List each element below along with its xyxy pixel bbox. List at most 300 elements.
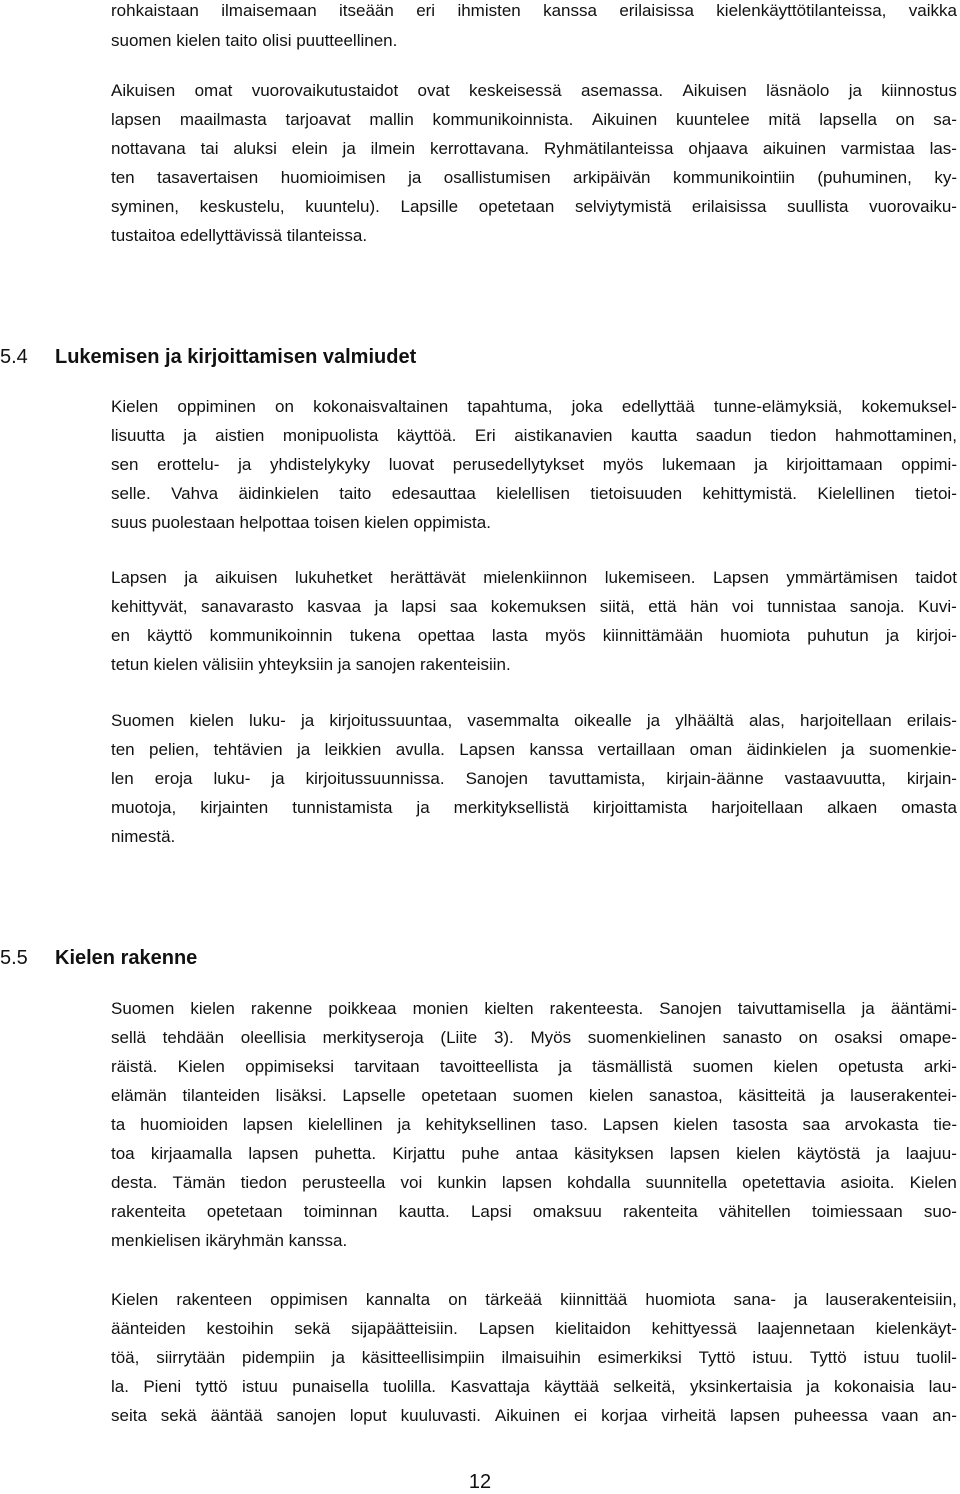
word: puhutun	[807, 626, 869, 645]
word: mallin	[369, 110, 414, 129]
word: syminen,	[111, 197, 180, 216]
word: toa	[111, 1144, 135, 1163]
word: lasta	[491, 626, 528, 645]
text-line	[111, 1172, 957, 1194]
word: myös	[602, 455, 644, 474]
word: sanoja.	[849, 597, 905, 616]
word: vasemmalta	[467, 711, 559, 730]
text-line	[111, 167, 957, 189]
text-line	[111, 625, 957, 647]
word: äänteiden	[111, 1319, 186, 1338]
word: suo-	[923, 1202, 957, 1221]
word: vähitellen	[718, 1202, 791, 1221]
word: tunnistamista	[292, 798, 393, 817]
word: täsmällistä	[592, 1057, 673, 1076]
word: rakenteen	[176, 1290, 253, 1309]
word: kirjoitussuuntaa,	[329, 711, 453, 730]
word: aistikanavien	[514, 426, 613, 445]
word: oppiminen	[177, 397, 256, 416]
text-line	[111, 396, 957, 418]
word: tukena	[349, 626, 401, 645]
word: kirjaamalla	[150, 1144, 233, 1163]
word: puhe	[461, 1144, 500, 1163]
text-line	[111, 1114, 957, 1136]
word: kunkin	[437, 1173, 487, 1192]
word: (puhuminen,	[817, 168, 912, 187]
word: Sanojen	[465, 769, 528, 788]
word: istuu.	[752, 1348, 793, 1367]
word: sana-	[733, 1290, 776, 1309]
word: kanssa	[543, 1, 597, 20]
text-line	[111, 768, 957, 790]
word: kokemuksel-	[861, 397, 957, 416]
text-line	[111, 596, 957, 618]
word: arki-	[923, 1057, 957, 1076]
word: avulla.	[395, 740, 445, 759]
word: tiedon	[770, 426, 817, 445]
word: lukemiseen.	[604, 568, 696, 587]
word: istuu	[863, 1348, 900, 1367]
word: kommunikointiin	[672, 168, 795, 187]
word: Lapsen	[459, 740, 516, 759]
word: omat	[194, 81, 233, 100]
word: kommunikoinnista.	[432, 110, 574, 129]
word: oikealle	[574, 711, 632, 730]
word: ja	[794, 1290, 808, 1309]
word: Eri	[474, 426, 496, 445]
word: Kirjattu	[392, 1144, 446, 1163]
word: tietoisuuden	[590, 484, 683, 503]
word: töä,	[111, 1348, 140, 1367]
word: läsnäolo	[766, 81, 830, 100]
word: tarjoavat	[285, 110, 351, 129]
word: ja	[271, 769, 285, 788]
word: kirjain-	[906, 769, 957, 788]
word: ohjaava	[688, 139, 748, 158]
word: kerrottavana.	[429, 139, 530, 158]
word: sanastoa,	[648, 1086, 723, 1105]
word: Aikuinen	[592, 110, 658, 129]
text-line: tustaitoa edellyttävissä tilanteissa.	[111, 226, 368, 245]
word: erottelu-	[157, 455, 220, 474]
word: kielten	[484, 999, 534, 1018]
word: vuorovaikutustaidot	[251, 81, 399, 100]
word: lapsen	[242, 1115, 293, 1134]
word: taivuttamisella	[737, 999, 846, 1018]
word: kokemuksen	[490, 597, 587, 616]
word: poikkeaa	[328, 999, 397, 1018]
word: Tyttö	[698, 1348, 736, 1367]
word: selkeitä,	[613, 1377, 676, 1396]
word: sa-	[933, 110, 957, 129]
word: toimiessaan	[811, 1202, 903, 1221]
word: oppimi-	[901, 455, 957, 474]
word: suomen	[512, 1086, 574, 1105]
word: Lapsen	[602, 1115, 659, 1134]
text-line: tetun kielen välisiin yhteyksiin ja sanojen rakenteisiin.	[111, 655, 511, 674]
word: saadun	[695, 426, 752, 445]
word: kannalta	[365, 1290, 431, 1309]
word: myös	[544, 626, 586, 645]
word: ei	[573, 1406, 588, 1425]
word: opettaa	[417, 626, 475, 645]
word: saa	[802, 1115, 830, 1134]
word: istuu	[241, 1377, 278, 1396]
word: muotoja,	[111, 798, 177, 817]
word: rakenteita	[111, 1202, 186, 1221]
word: tapahtuma,	[467, 397, 553, 416]
word: selle.	[111, 484, 151, 503]
word: desta.	[111, 1173, 158, 1192]
word: sanojen	[276, 1406, 337, 1425]
word: tuolil-	[916, 1348, 957, 1367]
word: keskeisessä	[469, 81, 562, 100]
word: suullista	[787, 197, 849, 216]
word: kirjoitussuunnissa.	[305, 769, 445, 788]
word: lapsella	[819, 110, 877, 129]
word: kirjain-äänne	[666, 769, 764, 788]
word: Sanojen	[659, 999, 722, 1018]
word: ihmisten	[457, 1, 521, 20]
word: ja	[183, 426, 197, 445]
word: kielen	[773, 1057, 818, 1076]
word: sekä	[160, 1406, 197, 1425]
word: kuuntelu).	[305, 197, 380, 216]
word: oman	[689, 740, 733, 759]
word: herättävät	[390, 568, 466, 587]
word: ja	[300, 711, 315, 730]
word: maailmasta	[179, 110, 267, 129]
word: opetusta	[838, 1057, 904, 1076]
word: Kielen	[177, 1057, 225, 1076]
word: perusedellytykset	[452, 455, 585, 474]
word: suomenkielinen	[587, 1028, 706, 1047]
word: arkipäivän	[573, 168, 651, 187]
word: hän	[690, 597, 719, 616]
text-line: nimestä.	[111, 827, 176, 846]
section-number: 5.4	[0, 346, 28, 368]
word: tavuttamista,	[548, 769, 646, 788]
word: itseään	[339, 1, 394, 20]
word: merkityksellistä	[453, 798, 569, 817]
word: tunne-elämyksiä,	[713, 397, 843, 416]
word: kiinnostus	[881, 81, 957, 100]
word: varmistaa	[841, 139, 915, 158]
word: on	[448, 1290, 468, 1309]
word: tehtävien	[213, 740, 283, 759]
word: eroja	[154, 769, 193, 788]
word: toiminnan	[303, 1202, 378, 1221]
word: ilmein	[370, 139, 416, 158]
text-line	[111, 710, 957, 732]
word: aikuisen	[215, 568, 278, 587]
word: keskustelu,	[199, 197, 285, 216]
word: kuuluvasti.	[400, 1406, 481, 1425]
word: Aikuinen	[494, 1406, 561, 1425]
word: kielenkäyttötilanteissa,	[716, 1, 887, 20]
word: ymmärtämisen	[786, 568, 898, 587]
text-line: menkielisen ikäryhmän kanssa.	[111, 1231, 348, 1250]
word: kautta.	[398, 1202, 450, 1221]
word: len	[111, 769, 134, 788]
text-line	[111, 483, 957, 505]
text-line	[111, 1027, 957, 1049]
word: Lapsi	[470, 1202, 512, 1221]
word: kirjainten	[200, 798, 269, 817]
text-line: suomen kielen taito olisi puutteellinen.	[111, 31, 398, 50]
word: Pieni	[143, 1377, 182, 1396]
word: elämän	[111, 1086, 167, 1105]
word: sanasto	[722, 1028, 783, 1047]
text-line	[111, 138, 957, 160]
word: kuuntelee	[675, 110, 750, 129]
word: pelien,	[149, 740, 200, 759]
word: erilaisissa	[619, 1, 694, 20]
word: Lapsille	[400, 197, 459, 216]
word: ten	[111, 740, 135, 759]
word: Kielellinen	[817, 484, 895, 503]
word: tietoi-	[915, 484, 957, 503]
section-title: Kielen rakenne	[55, 947, 198, 969]
word: Aikuisen	[111, 81, 176, 100]
word: äidinkielen	[746, 740, 827, 759]
word: ilmaisuihin	[501, 1348, 581, 1367]
word: omape-	[899, 1028, 957, 1047]
word: ja	[861, 999, 875, 1018]
word: tyttö	[195, 1377, 228, 1396]
word: ja	[416, 798, 430, 817]
word: opetettavia	[742, 1173, 826, 1192]
word: kiinnittämään	[602, 626, 703, 645]
text-line: suus puolestaan helpottaa toisen kielen oppimista.	[111, 513, 491, 532]
word: kanssa	[529, 740, 584, 759]
word: vaan	[881, 1406, 919, 1425]
word: siirrytään	[156, 1348, 226, 1367]
word: ja	[876, 1144, 890, 1163]
word: Kasvattaja	[450, 1377, 530, 1396]
word: huomioimisen	[280, 168, 386, 187]
word: vertaillaan	[597, 740, 676, 759]
word: monipuolista	[282, 426, 379, 445]
word: Tyttö	[809, 1348, 847, 1367]
word: ja	[397, 1115, 411, 1134]
word: rakenne	[250, 999, 313, 1018]
word: ja	[885, 626, 900, 645]
word: joka	[571, 397, 603, 416]
word: on	[275, 397, 294, 416]
word: opetetaan	[206, 1202, 283, 1221]
word: merkityseroja	[322, 1028, 424, 1047]
word: leikkien	[324, 740, 382, 759]
word: hahmottaminen,	[835, 426, 957, 445]
word: en	[111, 626, 130, 645]
word: kielellisen	[496, 484, 570, 503]
word: laajennetaan	[757, 1319, 855, 1338]
word: kielen	[588, 1086, 634, 1105]
word: asioita.	[840, 1173, 895, 1192]
word: taidot	[915, 568, 957, 587]
word: tie-	[933, 1115, 957, 1134]
word: luku-	[213, 769, 251, 788]
word: esimerkiksi	[597, 1348, 682, 1367]
text-line	[111, 1143, 957, 1165]
text-line	[111, 1405, 957, 1427]
word: lisuutta	[111, 426, 165, 445]
text-line	[111, 1347, 957, 1369]
word: erilais-	[906, 711, 957, 730]
word: lapsi	[401, 597, 437, 616]
word: osallistumisen	[443, 168, 551, 187]
word: ja	[342, 139, 356, 158]
word: rohkaistaan	[111, 1, 199, 20]
word: sen	[111, 455, 139, 474]
word: tarvitaan	[354, 1057, 420, 1076]
word: ja	[374, 597, 388, 616]
word: kielenkäyt-	[875, 1319, 957, 1338]
word: loput	[349, 1406, 387, 1425]
text-line	[111, 196, 957, 218]
word: ovat	[417, 81, 450, 100]
page-number: 12	[468, 1471, 492, 1493]
word: ta	[111, 1115, 126, 1134]
word: lukemaan	[662, 455, 736, 474]
word: alas,	[748, 711, 785, 730]
word: luovat	[388, 455, 435, 474]
word: huomioiden	[140, 1115, 228, 1134]
word: huomiota	[645, 1290, 716, 1309]
word: antaa	[515, 1144, 559, 1163]
text-line	[111, 998, 957, 1020]
word: edellyttää	[621, 397, 695, 416]
word: oppimiseksi	[245, 1057, 335, 1076]
word: Kielen	[111, 1290, 159, 1309]
word: selviytymistä	[574, 197, 672, 216]
word: suunnitella	[645, 1173, 727, 1192]
word: kielellinen	[307, 1115, 383, 1134]
word: lapsen	[501, 1173, 552, 1192]
word: eri	[416, 1, 436, 20]
word: arvokasta	[844, 1115, 919, 1134]
word: omasta	[901, 798, 957, 817]
word: nottavana	[111, 139, 186, 158]
word: sijapäätteisiin.	[351, 1319, 458, 1338]
word: äidinkielen	[238, 484, 319, 503]
word: aistien	[215, 426, 265, 445]
text-line	[111, 1376, 957, 1398]
word: ja	[238, 455, 252, 474]
word: ja	[754, 455, 768, 474]
word: edesauttaa	[391, 484, 476, 503]
word: ja	[331, 1348, 345, 1367]
word: vaikka	[908, 1, 957, 20]
word: räistä.	[111, 1057, 158, 1076]
word: asemassa.	[580, 81, 664, 100]
word: sellä	[111, 1028, 146, 1047]
word: lau-	[928, 1377, 957, 1396]
word: Suomen	[111, 999, 175, 1018]
text-line	[111, 425, 957, 447]
word: Lapsen	[713, 568, 769, 587]
word: Aikuisen	[682, 81, 747, 100]
word: pidempiin	[242, 1348, 315, 1367]
word: osaksi	[834, 1028, 883, 1047]
word: kohdalla	[567, 1173, 631, 1192]
word: las-	[929, 139, 957, 158]
word: perusteella	[302, 1173, 386, 1192]
text-line	[111, 1056, 957, 1078]
word: vastaavuutta,	[784, 769, 886, 788]
word: Ryhmätilanteissa	[544, 139, 674, 158]
word: lapsen	[729, 1406, 781, 1425]
word: taito	[339, 484, 372, 503]
word: puhetta.	[314, 1144, 377, 1163]
word: kehittymistä.	[702, 484, 797, 503]
word: voi	[731, 597, 754, 616]
word: Myös	[530, 1028, 572, 1047]
word: on	[798, 1028, 818, 1047]
word: kiinnittää	[560, 1290, 628, 1309]
word: taso.	[551, 1115, 588, 1134]
word: kasvaa	[307, 597, 362, 616]
text-line	[111, 797, 957, 819]
word: punaisella	[292, 1377, 369, 1396]
word: lapsen	[669, 1144, 720, 1163]
word: siitä,	[599, 597, 635, 616]
word: ja	[646, 711, 661, 730]
word: lapsen	[248, 1144, 299, 1163]
word: kirjoittamista	[592, 798, 688, 817]
word: Kuvi-	[918, 597, 957, 616]
word: kokonaisia	[833, 1377, 915, 1396]
word: Lapselle	[342, 1086, 406, 1105]
word: huomiota	[720, 626, 791, 645]
word: käytöstä	[796, 1144, 861, 1163]
word: ylhäältä	[675, 711, 734, 730]
word: harjoitellaan	[711, 798, 804, 817]
word: ääntää	[210, 1406, 263, 1425]
word: rakenteesta.	[549, 999, 644, 1018]
word: vuorovaiku-	[869, 197, 957, 216]
word: ja	[821, 1086, 835, 1105]
word: kielen	[736, 1144, 781, 1163]
word: käyttö	[147, 626, 193, 645]
word: tärkeää	[485, 1290, 542, 1309]
word: seita	[111, 1406, 147, 1425]
word: luku-	[249, 711, 286, 730]
word: opetetaan	[421, 1086, 498, 1105]
word: kestoihin	[206, 1319, 274, 1338]
text-line	[111, 0, 957, 22]
word: rakenteita	[623, 1202, 698, 1221]
word: aluksi	[233, 139, 277, 158]
section-number: 5.5	[0, 947, 28, 969]
word: Suomen	[111, 711, 175, 730]
text-line	[111, 109, 957, 131]
word: lauserakenteisiin,	[825, 1290, 957, 1309]
word: Lapsen	[478, 1319, 535, 1338]
word: kielen	[673, 1115, 718, 1134]
section-title: Lukemisen ja kirjoittamisen valmiudet	[55, 346, 417, 368]
word: suomenkie-	[868, 740, 957, 759]
word: voi	[400, 1173, 423, 1192]
word: ja	[848, 81, 862, 100]
word: tiedon	[240, 1173, 287, 1192]
word: harjoitellaan	[800, 711, 892, 730]
word: ja	[806, 1377, 820, 1396]
word: sekä	[294, 1319, 331, 1338]
text-line	[111, 567, 957, 589]
word: korjaa	[601, 1406, 648, 1425]
